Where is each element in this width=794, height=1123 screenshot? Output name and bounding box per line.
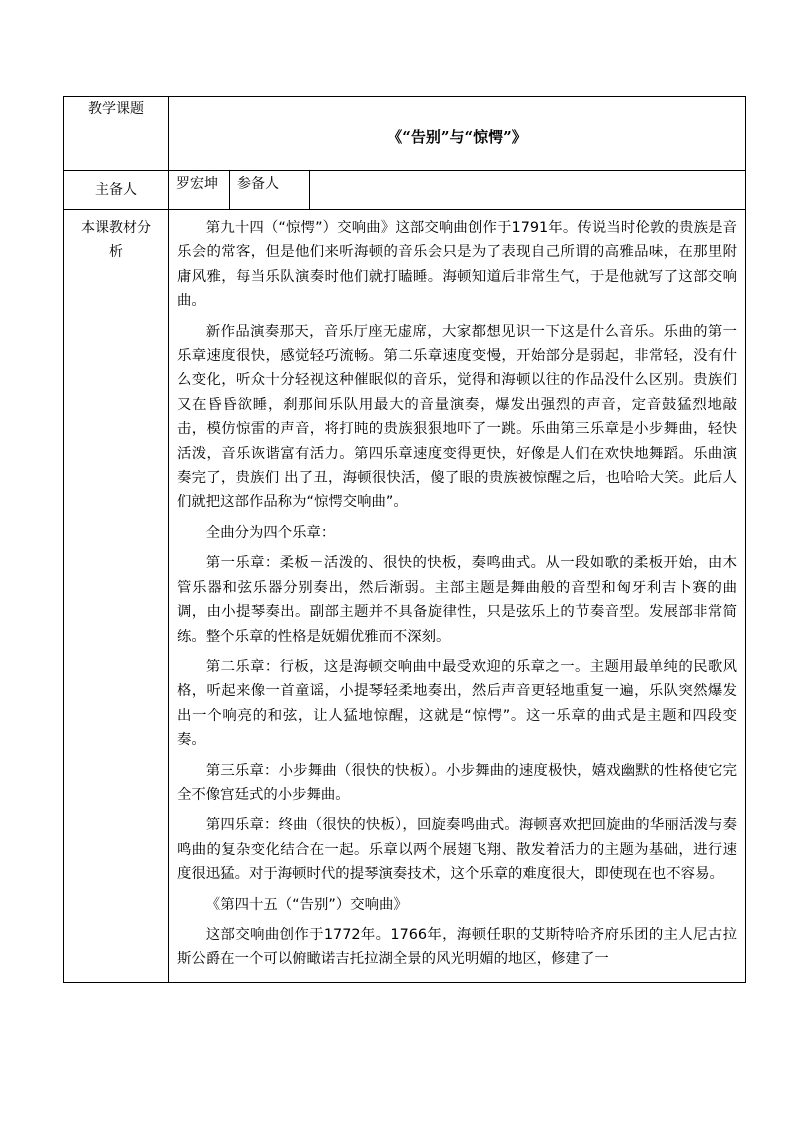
analysis-paragraph: 第二乐章：行板，这是海顿交响曲中最受欢迎的乐章之一。主题用最单纯的民歌风格，听起来像一首童谣，小提琴轻柔地奏出，然后声音更轻地重复一遍，乐队突然爆发出一个响亮的和弦，让人猛地惊醒，这就是“惊愕”。这一乐章的曲式是主题和四段变奏。 <box>177 658 738 749</box>
analysis-paragraph: 第三乐章：小步舞曲（很快的快板）。小步舞曲的速度极快，嬉戏幽默的性格使它完全不像宫廷式的小步舞曲。 <box>177 762 738 803</box>
main-preparer-label: 主备人 <box>95 182 137 198</box>
analysis-label-cell <box>64 210 169 983</box>
analysis-paragraph: 第一乐章：柔板－活泼的、很快的快板，奏鸣曲式。从一段如歌的柔板开始，由木管乐器和弦乐器分别奏出，然后渐弱。主部主题是舞曲般的音型和匈牙利吉卜赛的曲调，由小提琴奏出。副部主题并不具备旋律性，只是弦乐上的节奏音型。发展部非常简练。整个乐章的性格是妩媚优雅而不深刻。 <box>177 555 738 645</box>
lesson-plan-table <box>63 96 746 983</box>
lesson-title: 《“告别”与“惊愕”》 <box>387 128 527 146</box>
main-preparer-name-cell <box>169 171 230 210</box>
analysis-row <box>64 210 746 983</box>
topic-row <box>64 97 746 171</box>
main-preparer-name: 罗宏坤 <box>176 176 218 192</box>
co-preparer-name-cell <box>310 171 746 210</box>
analysis-paragraph: 全曲分为四个乐章： <box>205 524 336 541</box>
topic-label: 教学课题 <box>88 101 144 117</box>
analysis-content-cell <box>169 210 746 983</box>
co-preparer-label-cell <box>230 171 310 210</box>
analysis-paragraph: 这部交响曲创作于1772年。1766年，海顿任职的艾斯特哈齐府乐团的主人尼古拉斯公爵在一个可以俯瞰诺吉托拉湖全景的风光明媚的地区，修建了一 <box>177 926 738 968</box>
topic-value-cell <box>169 97 746 171</box>
topic-label-cell <box>64 97 169 171</box>
analysis-paragraph: 第九十四（“惊愕”）交响曲》这部交响曲创作于1791年。传说当时伦敦的贵族是音乐会的常客，但是他们来听海顿的音乐会只是为了表现自己所谓的高雅品味，在那里附庸风雅，每当乐队演奏时他们就打瞌睡。海顿知道后非常生气，于是他就写了这部交响曲。 <box>177 220 738 310</box>
analysis-paragraph: 第四乐章：终曲（很快的快板），回旋奏鸣曲式。海顿喜欢把回旋曲的华丽活泼与奏鸣曲的复杂变化结合在一起。乐章以两个展翅飞翔、散发着活力的主题为基础，进行速度很迅猛。对于海顿时代的提琴演奏技术，这个乐章的难度很大，即使现在也不容易。 <box>177 817 738 883</box>
main-preparer-label-cell <box>64 171 169 210</box>
analysis-paragraph: 《第四十五（“告别”）交响曲》 <box>205 896 408 913</box>
co-preparer-label: 参备人 <box>237 176 279 192</box>
preparer-row <box>64 171 746 210</box>
analysis-label: 本课教材分析 <box>81 220 151 260</box>
analysis-paragraph: 新作品演奏那天，音乐厅座无虚席，大家都想见识一下这是什么音乐。乐曲的第一乐章速度很快，感觉轻巧流畅。第二乐章速度变慢，开始部分是弱起，非常轻，没有什么变化，听众十分轻视这种催眠似的音乐，觉得和海顿以往的作品没什么区别。贵族们又在昏昏欲睡，刹那间乐队用最大的音量演奏，爆发出强烈的声音，定音鼓猛烈地敲击，模仿惊雷的声音，将打盹的贵族狠狠地吓了一跳。乐曲第三乐章是小步舞曲，轻快活泼，音乐诙谐富有活力。第四乐章速度变得更快，好像是人们在欢快地舞蹈。乐曲演奏完了，贵族们 出了丑，海顿很快活，傻了眼的贵族被惊醒之后，也哈哈大笑。此后人们就把这部作品称为“惊愕交响曲”。 <box>177 323 738 511</box>
